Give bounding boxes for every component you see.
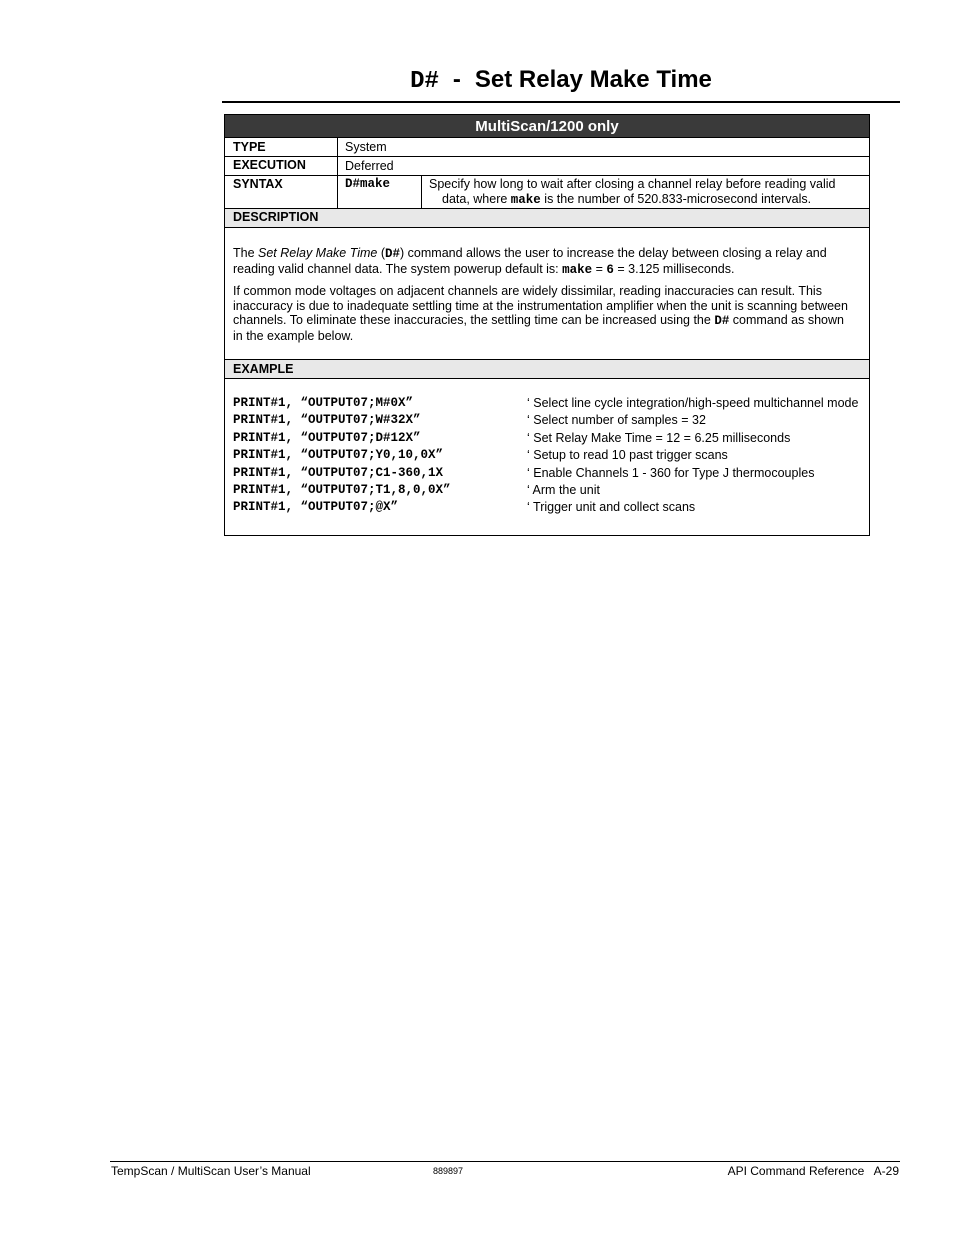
example-header (225, 359, 869, 379)
example-line: PRINT#1, “OUTPUT07;Y0,10,0X” ‘ Setup to read 10 past trigger scans (233, 448, 728, 463)
table-header: MultiScan/1200 only (225, 115, 869, 138)
syntax-description (429, 177, 865, 207)
execution-value: Deferred (345, 159, 394, 173)
description-header (225, 209, 869, 228)
example-line: PRINT#1, “OUTPUT07;D#12X” ‘ Set Relay Make Time = 12 = 6.25 milliseconds (233, 430, 791, 445)
command-code: D# (410, 68, 439, 95)
description-paragraph-1: The Set Relay Make Time (D#) command allows the user to increase the delay between closing a relay and reading valid channel data. The system powerup default is: make = 6 = 3.125 milliseconds. (233, 246, 827, 277)
description-body (233, 246, 855, 350)
execution-label: EXECUTION (233, 158, 306, 172)
type-label: TYPE (233, 140, 266, 154)
syntax-code: D#make (345, 177, 391, 191)
syntax-desc-make: make (510, 192, 541, 207)
example-label: EXAMPLE (233, 362, 294, 376)
footer-doc-number: 889897 (433, 1166, 464, 1176)
command-name-italic: Set Relay Make Time (258, 246, 378, 260)
type-row (225, 138, 869, 157)
syntax-row (225, 176, 869, 209)
example-line: PRINT#1, “OUTPUT07;@X” ‘ Trigger unit and collect scans (233, 500, 696, 515)
syntax-desc-line-2 (429, 192, 865, 208)
syntax-desc-line-1: Specify how long to wait after closing a channel relay before reading valid (429, 177, 836, 191)
syntax-label: SYNTAX (233, 177, 283, 191)
description-paragraph-2: If common mode voltages on adjacent channels are widely dissimilar, reading inaccuracies can result. This inaccuracy is due to inadequate settling time at the instrumentation amplifier when the unit is scanning between channels. To eliminate these inaccuracies, the settling time can be increased using the D# command as shown in the example below. (233, 284, 848, 343)
footer-page-ref: API Command Reference A-29 (727, 1164, 899, 1178)
execution-row (225, 157, 869, 176)
title-rule (222, 101, 900, 103)
example-code (233, 395, 865, 517)
command-table (224, 114, 870, 536)
type-value: System (345, 140, 387, 154)
syntax-desc-text: data, where (442, 191, 511, 206)
description-label: DESCRIPTION (233, 210, 319, 224)
example-line: PRINT#1, “OUTPUT07;M#0X” ‘ Select line cycle integration/high-speed multichannel mode (233, 396, 859, 410)
command-name: Set Relay Make Time (474, 66, 712, 93)
example-line: PRINT#1, “OUTPUT07;T1,8,0,0X” ‘ Arm the unit (233, 482, 600, 497)
footer-manual-title: TempScan / MultiScan User’s Manual (111, 1164, 311, 1178)
footer-rule (110, 1161, 900, 1162)
syntax-desc-text: is the number of 520.833-microsecond intervals. (540, 191, 812, 206)
title-separator: - (452, 66, 461, 93)
page-title (222, 66, 900, 95)
example-line: PRINT#1, “OUTPUT07;C1-360,1X ‘ Enable Channels 1 - 360 for Type J thermocouples (233, 465, 815, 480)
example-line: PRINT#1, “OUTPUT07;W#32X” ‘ Select number of samples = 32 (233, 413, 706, 428)
